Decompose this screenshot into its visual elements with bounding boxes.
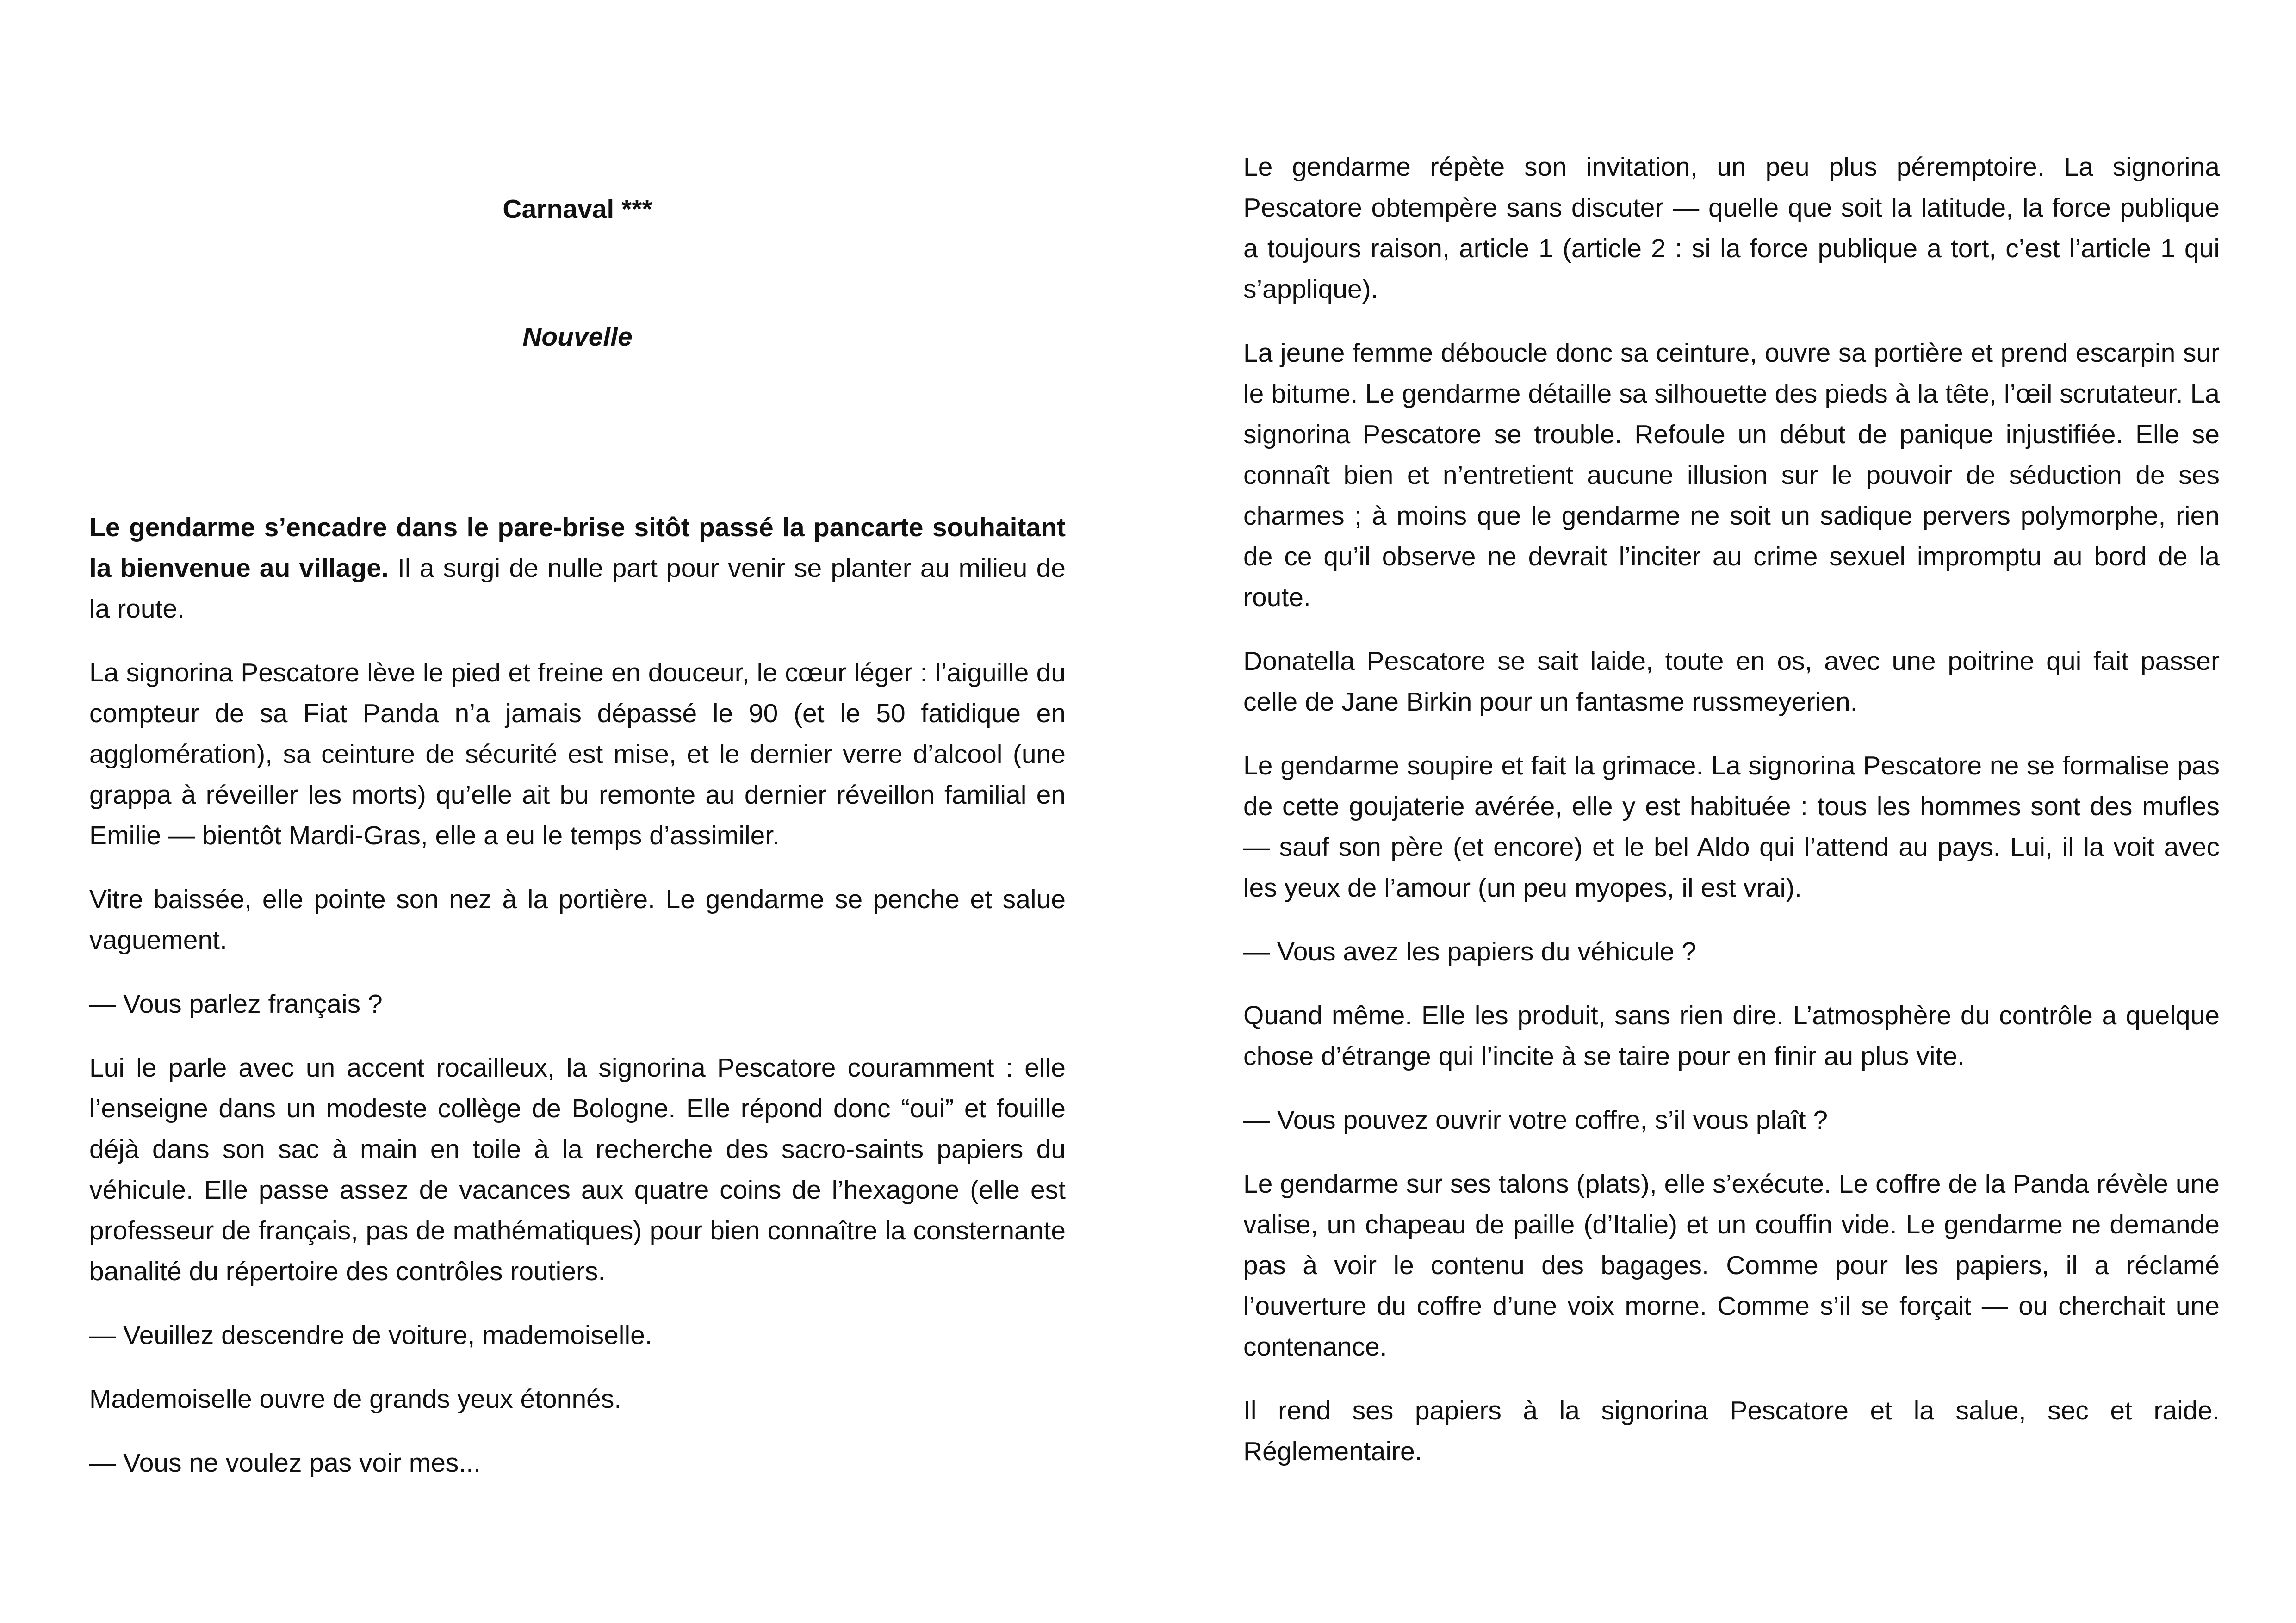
dialogue-line: — Vous parlez français ? — [89, 989, 383, 1019]
right-page — [1148, 0, 2296, 1623]
paragraph: La signorina Pescatore lève le pied et freine en douceur, le cœur léger : l’aiguille du compteur de sa Fiat Panda n’a jamais dépassé le 90 (et le 50 fatidique en agglomération), sa ceinture de sécurité est mise, et le dernier verre d’alcool (une grappa à réveiller les morts) qu’elle ait bu remonte au dernier réveillon familial en Emilie — bientôt Mardi-Gras, elle a eu le temps d’assimiler. — [89, 658, 1066, 850]
opening-text: Il a surgi de nulle part pour venir se planter au milieu de la route. — [89, 553, 1066, 624]
paragraph: Le gendarme répète son invitation, un peu plus péremptoire. La signorina Pescatore obtempère sans discuter — quelle que soit la latitude, la force publique a toujours raison, article 1 (article 2 : si la force publique a tort, c’est l’article 1 qui s’applique). — [1243, 152, 2220, 304]
opening-lead: Le gendarme s’encadre dans le pare-brise sitôt passé la pancarte souhaitant la bienvenue au village. — [89, 513, 1066, 583]
left-text-column — [89, 507, 1066, 1506]
right-text-column — [1243, 147, 2220, 1495]
story-title: Carnaval *** — [503, 194, 652, 224]
paragraph — [89, 507, 1066, 629]
paragraph: Quand même. Elle les produit, sans rien dire. L’atmosphère du contrôle a quelque chose d’étrange qui l’incite à se taire pour en finir au plus vite. — [1243, 1001, 2220, 1071]
paragraph: Il rend ses papiers à la signorina Pescatore et la salue, sec et raide. Réglementaire. — [1243, 1396, 2220, 1466]
paragraph: Le gendarme soupire et fait la grimace. La signorina Pescatore ne se formalise pas de cette goujaterie avérée, elle y est habituée : tous les hommes sont des mufles — sauf son père (et encore) et le bel Aldo qui l’attend au pays. Lui, il la voit avec les yeux de l’amour (un peu myopes, il est vrai). — [1243, 751, 2220, 903]
dialogue-line: — Vous ne voulez pas voir mes... — [89, 1448, 481, 1478]
dialogue-line: — Vous avez les papiers du véhicule ? — [1243, 937, 1697, 966]
dialogue-line: — Vous pouvez ouvrir votre coffre, s’il vous plaît ? — [1243, 1105, 1828, 1135]
dialogue-line: — Veuillez descendre de voiture, mademoiselle. — [89, 1320, 652, 1350]
paragraph: Donatella Pescatore se sait laide, toute en os, avec une poitrine qui fait passer celle de Jane Birkin pour un fantasme russmeyerien. — [1243, 646, 2220, 717]
story-subtitle: Nouvelle — [522, 322, 633, 352]
paragraph: Le gendarme sur ses talons (plats), elle s’exécute. Le coffre de la Panda révèle une valise, un chapeau de paille (d’Italie) et un couffin vide. Le gendarme ne demande pas à voir le contenu des bagages. Comme pour les papiers, il a réclamé l’ouverture du coffre d’une voix morne. Comme s’il se forçait — ou cherchait une contenance. — [1243, 1169, 2220, 1362]
paragraph: Mademoiselle ouvre de grands yeux étonnés. — [89, 1384, 622, 1414]
paragraph: La jeune femme déboucle donc sa ceinture, ouvre sa portière et prend escarpin sur le bitume. Le gendarme détaille sa silhouette des pieds à la tête, l’œil scrutateur. La signorina Pescatore se trouble. Refoule un début de panique injustifiée. Elle se connaît bien et n’entretient aucune illusion sur le pouvoir de séduction de ses charmes ; à moins que le gendarme ne soit un sadique pervers polymorphe, rien de ce qu’il observe ne devrait l’inciter au crime sexuel impromptu au bord de la route. — [1243, 338, 2220, 612]
paragraph: Vitre baissée, elle pointe son nez à la portière. Le gendarme se penche et salue vaguement. — [89, 885, 1066, 955]
paragraph: Lui le parle avec un accent rocailleux, la signorina Pescatore couramment : elle l’enseigne dans un modeste collège de Bologne. Elle répond donc “oui” et fouille déjà dans son sac à main en toile à la recherche des sacro-saints papiers du véhicule. Elle passe assez de vacances aux quatre coins de l’hexagone (elle est professeur de français, pas de mathématiques) pour bien connaître la consternante banalité du répertoire des contrôles routiers. — [89, 1053, 1066, 1286]
